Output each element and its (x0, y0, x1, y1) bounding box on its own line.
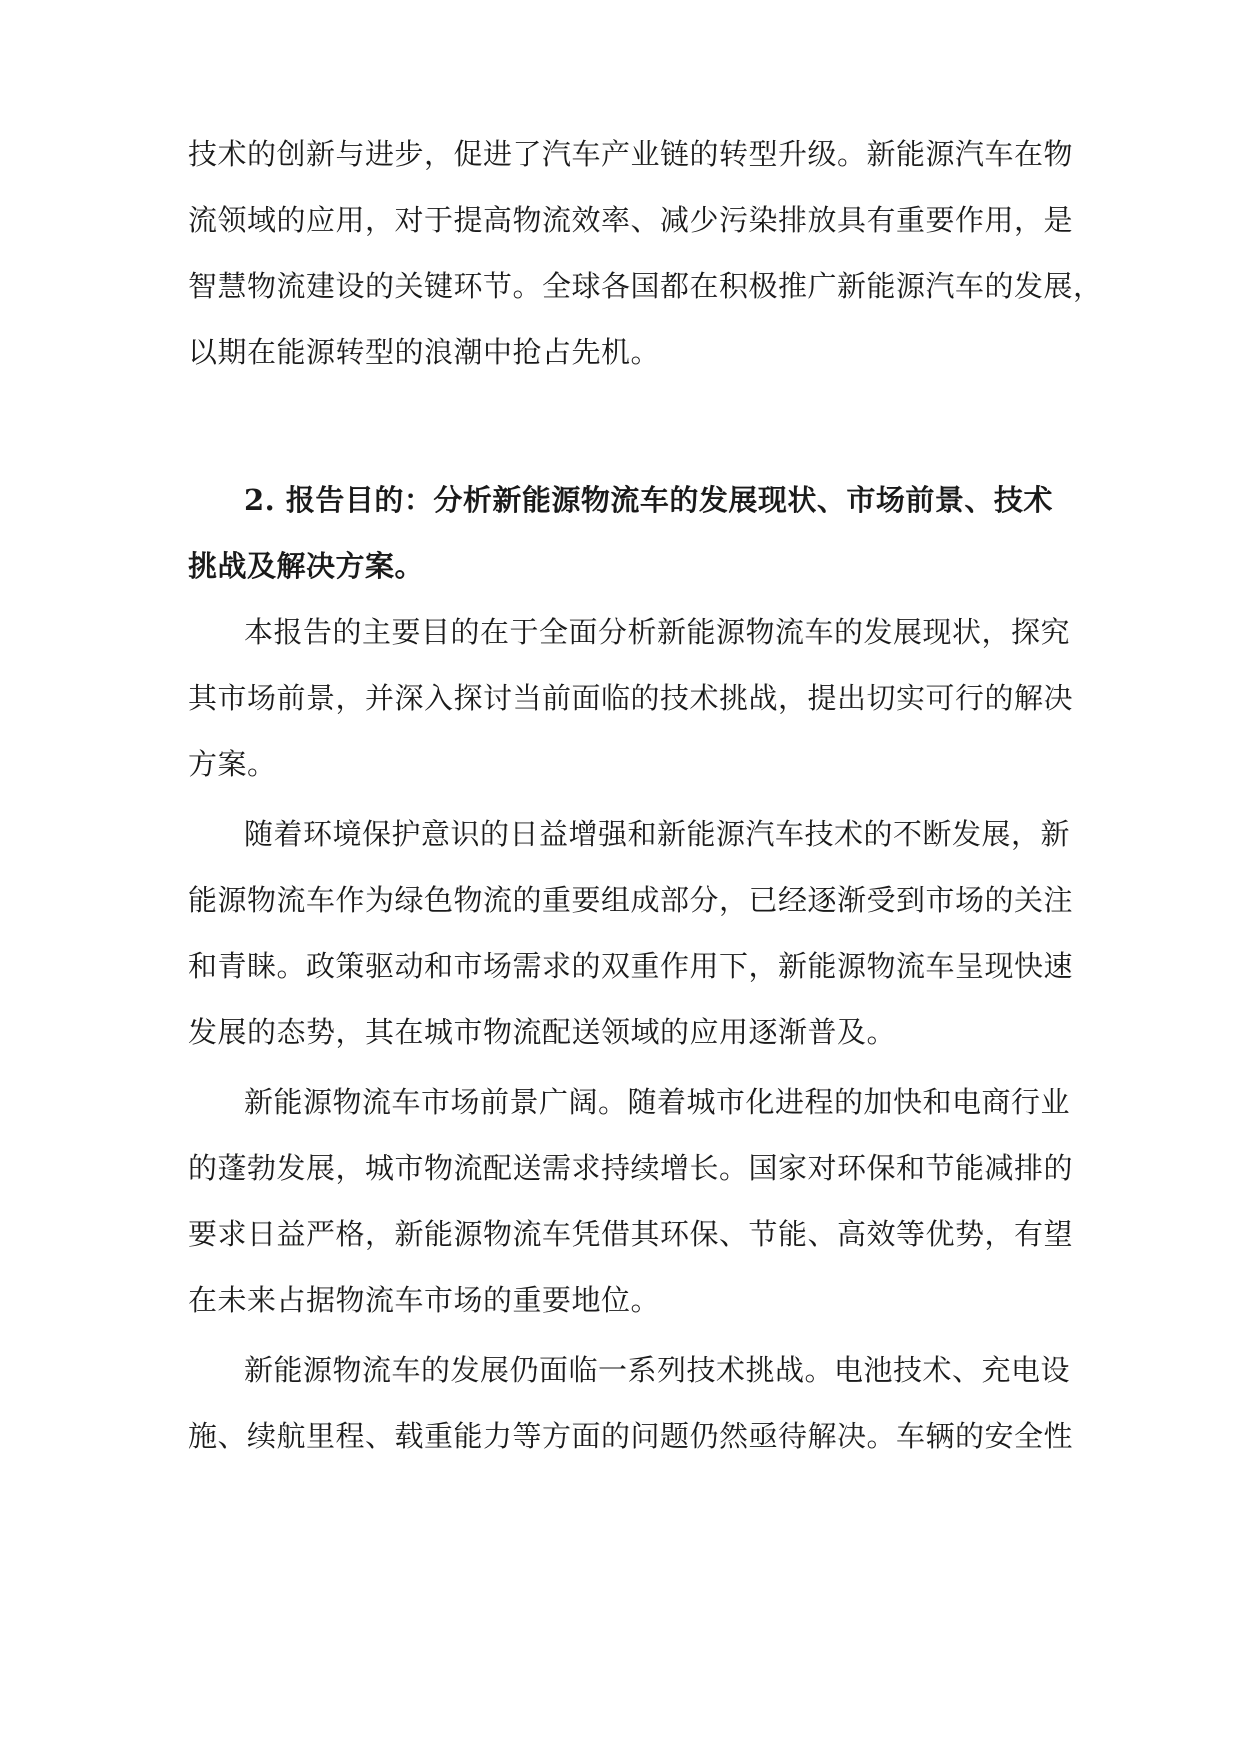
heading-line: 挑战及解决方案。 (188, 549, 425, 583)
text-line: 新能源物流车的发展仍面临一系列技术挑战。电池技术、充电设 (244, 1353, 1071, 1387)
text-line: 其市场前景，并深入探讨当前面临的技术挑战，提出切实可行的解决 (188, 681, 1074, 715)
text-line: 本报告的主要目的在于全面分析新能源物流车的发展现状，探究 (244, 615, 1071, 649)
text-line: 流领域的应用，对于提高物流效率、减少污染排放具有重要作用，是 (188, 203, 1074, 237)
text-line: 能源物流车作为绿色物流的重要组成部分，已经逐渐受到市场的关注 (188, 883, 1074, 917)
text-line: 以期在能源转型的浪潮中抢占先机。 (188, 335, 661, 369)
text-line: 要求日益严格，新能源物流车凭借其环保、节能、高效等优势，有望 (188, 1217, 1074, 1251)
text-line: 技术的创新与进步，促进了汽车产业链的转型升级。新能源汽车在物 (188, 137, 1074, 171)
text-line: 智慧物流建设的关键环节。全球各国都在积极推广新能源汽车的发展， (188, 269, 1103, 303)
text-line: 在未来占据物流车市场的重要地位。 (188, 1283, 661, 1317)
heading-line: 2. 报告目的：分析新能源物流车的发展现状、市场前景、技术 (244, 483, 1053, 517)
text-line: 发展的态势，其在城市物流配送领域的应用逐渐普及。 (188, 1015, 897, 1049)
text-line: 的蓬勃发展，城市物流配送需求持续增长。国家对环保和节能减排的 (188, 1151, 1074, 1185)
text-line: 新能源物流车市场前景广阔。随着城市化进程的加快和电商行业 (244, 1085, 1071, 1119)
text-line: 和青睐。政策驱动和市场需求的双重作用下，新能源物流车呈现快速 (188, 949, 1074, 983)
text-line: 随着环境保护意识的日益增强和新能源汽车技术的不断发展，新 (244, 817, 1071, 851)
text-line: 方案。 (188, 747, 277, 781)
text-line: 施、续航里程、载重能力等方面的问题仍然亟待解决。车辆的安全性 (188, 1419, 1074, 1453)
